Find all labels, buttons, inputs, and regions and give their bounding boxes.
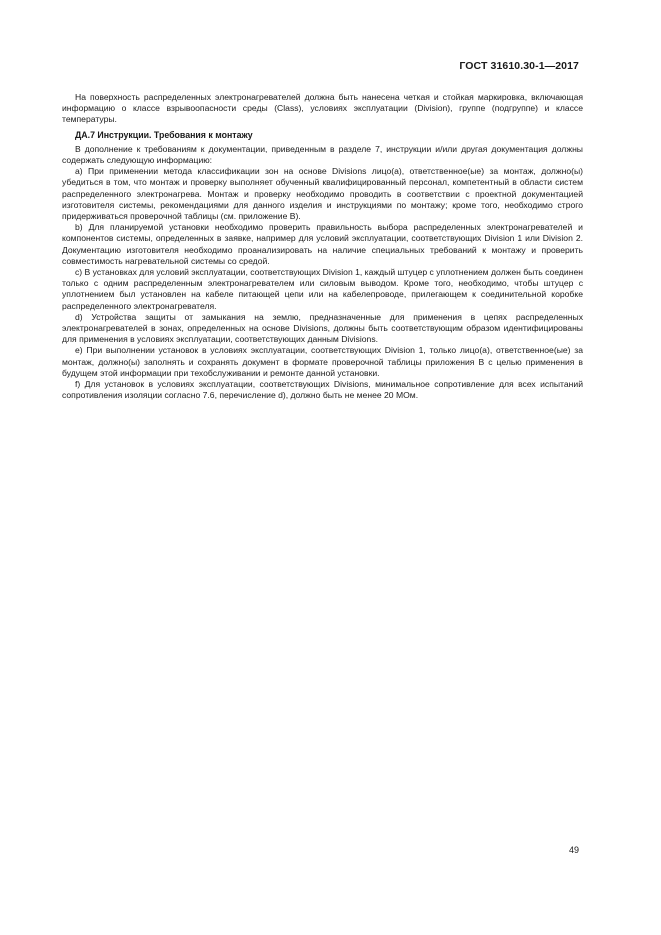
marking-paragraph: На поверхность распределенных электронагревателей должна быть нанесена четкая и стойкая маркировка, включающая информацию о классе взрывоопасности среды (Class), условиях эксплуатации (Division), группе (подгруппе) и классе температуры. [62,92,583,125]
paragraph-item-d: d) Устройства защиты от замыкания на землю, предназначенные для применения в цепях распределенных электронагревателей в зонах, определенных на основе Divisions, должны быть соответствующим образом идентифицированы для применения в условиях эксплуатации, соответствующих данным Divisions. [62,311,583,345]
paragraph-intro: В дополнение к требованиям к документации, приведенным в разделе 7, инструкции и/или другая документация должны содержать следующую информацию: [62,143,583,166]
paragraph-item-e: е) При выполнении установок в условиях эксплуатации, соответствующих Division 1, только лицо(а), ответственное(ые) за монтаж, должно(ы) заполнять и сохранять документ в формате проверочной таблицы приложения В с целью применения в будущем этой информации при техобслуживании и ремонте данной установки. [62,345,583,378]
document-code-header: ГОСТ 31610.30-1—2017 [459,60,579,72]
paragraph-item-f: f) Для установок в условиях эксплуатации, соответствующих Divisions, минимальное сопротивление для всех испытаний сопротивления изоляции согласно 7.6, перечисление d), должно быть не менее 20 МОм. [62,379,583,401]
section-heading: ДА.7 Инструкции. Требования к монтажу [75,129,253,140]
paragraph-item-c: с) В установках для условий эксплуатации, соответствующих Division 1, каждый штуцер с уплотнением должен быть соединен только с одним распределенным электронагревателем или силовым выводом. Кроме того, необходимо, чтобы штуцер с уплотнением был установлен на кабеле питающей цепи или на кабелепроводе, прилегающем к соединительной коробке распределенного электронагревателя. [62,267,583,311]
document-body [62,92,583,401]
paragraph-item-a: а) При применении метода классификации зон на основе Divisions лицо(а), ответственное(ые) за монтаж, должно(ы) убедиться в том, что монтаж и проверку выполняет обученный квалифицированный персонал, компетентный в области систем распределенного электронагрева. Монтаж и проверку необходимо проводить в соответствии с проектной документацией изготовителя системы, рекомендациями для данного изделия и инструкциями по монтажу; кроме того, необходимо строго придерживаться проверочной таблицы (см. приложение В). [62,166,583,222]
paragraph-item-b: b) Для планируемой установки необходимо проверить правильность выбора распределенных электронагревателей и компонентов системы, определенных в заявке, например для условий эксплуатации, соответствующих Division 1 или Division 2. Документацию изготовителя необходимо проанализировать на наличие специальных требований к монтажу и проверить совместимость нагревательной системы со средой. [62,222,583,266]
page-number: 49 [568,845,579,855]
